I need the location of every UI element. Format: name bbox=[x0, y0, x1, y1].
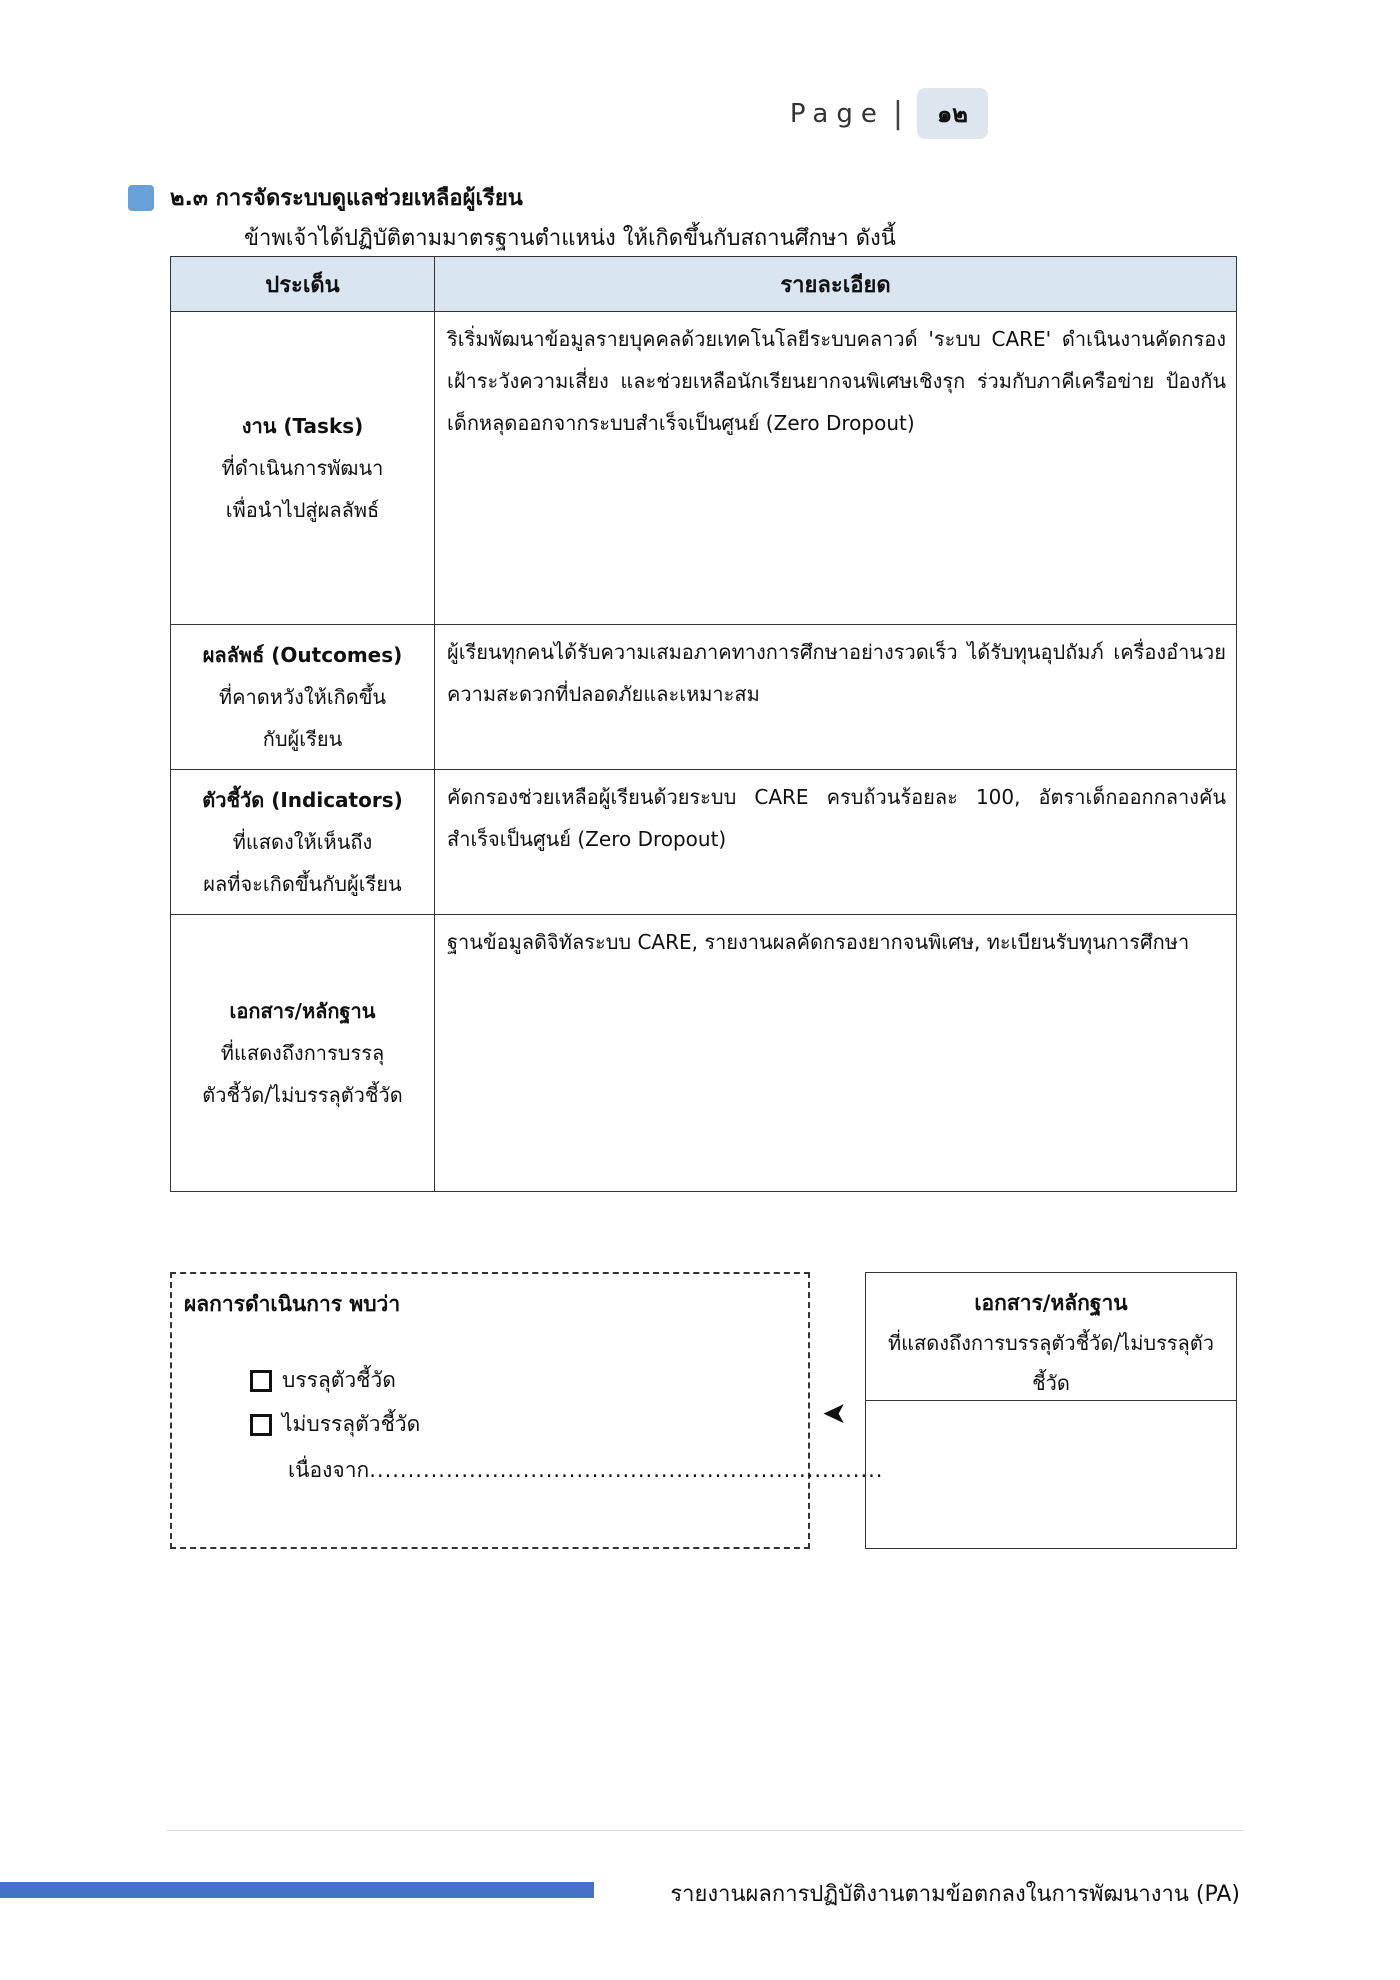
detail-cell-indicators: คัดกรองช่วยเหลือผู้เรียนด้วยระบบ CARE ครบถ้วนร้อยละ 100, อัตราเด็กออกกลางคันสำเร็จเป็นศูนย์ (Zero Dropout) bbox=[435, 770, 1237, 915]
achieved-checkbox[interactable] bbox=[250, 1370, 272, 1392]
page-label: Page bbox=[789, 98, 885, 129]
reason-line bbox=[288, 1454, 883, 1487]
topic-subtext: ที่แสดงให้เห็นถึง bbox=[232, 830, 373, 854]
detail-cell-tasks: ริเริ่มพัฒนาข้อมูลรายบุคคลด้วยเทคโนโลยีระบบคลาวด์ 'ระบบ CARE' ดำเนินงานคัดกรอง เฝ้าระวังความเสี่ยง และช่วยเหลือนักเรียนยากจนพิเศษเชิงรุก ร่วมกับภาคีเครือข่าย ป้องกันเด็กหลุดออกจากระบบสำเร็จเป็นศูนย์ (Zero Dropout) bbox=[435, 312, 1237, 625]
evidence-description: ที่แสดงถึงการบรรลุตัวชี้วัด/ไม่บรรลุตัวชี้วัด bbox=[887, 1331, 1215, 1395]
column-header-detail: รายละเอียด bbox=[435, 257, 1237, 312]
page-separator: | bbox=[892, 96, 903, 131]
section-title: ๒.๓ การจัดระบบดูแลช่วยเหลือผู้เรียน bbox=[170, 186, 523, 211]
section-intro: ข้าพเจ้าได้ปฏิบัติตามมาตรฐานตำแหน่ง ให้เกิดขึ้นกับสถานศึกษา ดังนี้ bbox=[244, 226, 896, 251]
evidence-box bbox=[865, 1272, 1237, 1549]
section-marker-icon bbox=[128, 185, 154, 211]
reason-dotted-line: ................................................................... bbox=[369, 1458, 884, 1482]
arrow-glyph: ➤ bbox=[822, 1396, 848, 1431]
table-row bbox=[171, 915, 1237, 1192]
footer-title: รายงานผลการปฏิบัติงานตามข้อตกลงในการพัฒนางาน (PA) bbox=[670, 1882, 1240, 1907]
detail-cell-evidence: ฐานข้อมูลดิจิทัลระบบ CARE, รายงานผลคัดกรองยากจนพิเศษ, ทะเบียนรับทุนการศึกษา bbox=[435, 915, 1237, 1192]
footer-accent-bar bbox=[0, 1882, 594, 1898]
table-row bbox=[171, 625, 1237, 770]
arrow-left-icon bbox=[822, 1396, 847, 1431]
topic-subtext: ตัวชี้วัด/ไม่บรรลุตัวชี้วัด bbox=[202, 1083, 403, 1107]
result-box bbox=[170, 1272, 884, 1549]
topic-heading: งาน (Tasks) bbox=[241, 414, 364, 438]
option-not-achieved[interactable] bbox=[250, 1408, 420, 1441]
topic-subtext: ผลที่จะเกิดขึ้นกับผู้เรียน bbox=[203, 872, 402, 896]
evidence-header bbox=[866, 1273, 1236, 1401]
option-achieved-label: บรรลุตัวชี้วัด bbox=[282, 1368, 396, 1392]
topic-subtext: ที่คาดหวังให้เกิดขึ้น bbox=[218, 685, 387, 709]
topic-subtext: เพื่อนำไปสู่ผลลัพธ์ bbox=[225, 498, 380, 522]
option-not-achieved-label: ไม่บรรลุตัวชี้วัด bbox=[282, 1412, 421, 1436]
topic-cell-tasks bbox=[171, 312, 435, 625]
topic-cell-indicators bbox=[171, 770, 435, 915]
topic-subtext: ที่ดำเนินการพัฒนา bbox=[221, 456, 384, 480]
evidence-title: เอกสาร/หลักฐาน bbox=[974, 1291, 1128, 1315]
topic-heading: ผลลัพธ์ (Outcomes) bbox=[202, 643, 403, 667]
topic-heading: ตัวชี้วัด (Indicators) bbox=[202, 788, 403, 812]
table-header-row bbox=[171, 257, 1237, 312]
footer-divider bbox=[166, 1830, 1244, 1831]
reason-label: เนื่องจาก bbox=[288, 1458, 370, 1482]
column-header-topic: ประเด็น bbox=[171, 257, 435, 312]
option-achieved[interactable] bbox=[250, 1364, 396, 1397]
section-heading bbox=[128, 180, 523, 215]
not-achieved-checkbox[interactable] bbox=[250, 1414, 272, 1436]
topic-cell-evidence bbox=[171, 915, 435, 1192]
performance-table bbox=[170, 256, 1237, 1192]
topic-subtext: ที่แสดงถึงการบรรลุ bbox=[220, 1041, 385, 1065]
detail-cell-outcomes: ผู้เรียนทุกคนได้รับความเสมอภาคทางการศึกษาอย่างรวดเร็ว ได้รับทุนอุปถัมภ์ เครื่องอำนวยความสะดวกที่ปลอดภัยและเหมาะสม bbox=[435, 625, 1237, 770]
page-number-badge: ๑๒ bbox=[917, 88, 988, 139]
topic-heading: เอกสาร/หลักฐาน bbox=[229, 999, 376, 1023]
result-title: ผลการดำเนินการ พบว่า bbox=[184, 1292, 401, 1316]
topic-cell-outcomes bbox=[171, 625, 435, 770]
evidence-content-area[interactable] bbox=[866, 1401, 1236, 1548]
topic-subtext: กับผู้เรียน bbox=[262, 727, 343, 751]
page-header bbox=[790, 88, 988, 139]
table-row bbox=[171, 770, 1237, 915]
table-row bbox=[171, 312, 1237, 625]
